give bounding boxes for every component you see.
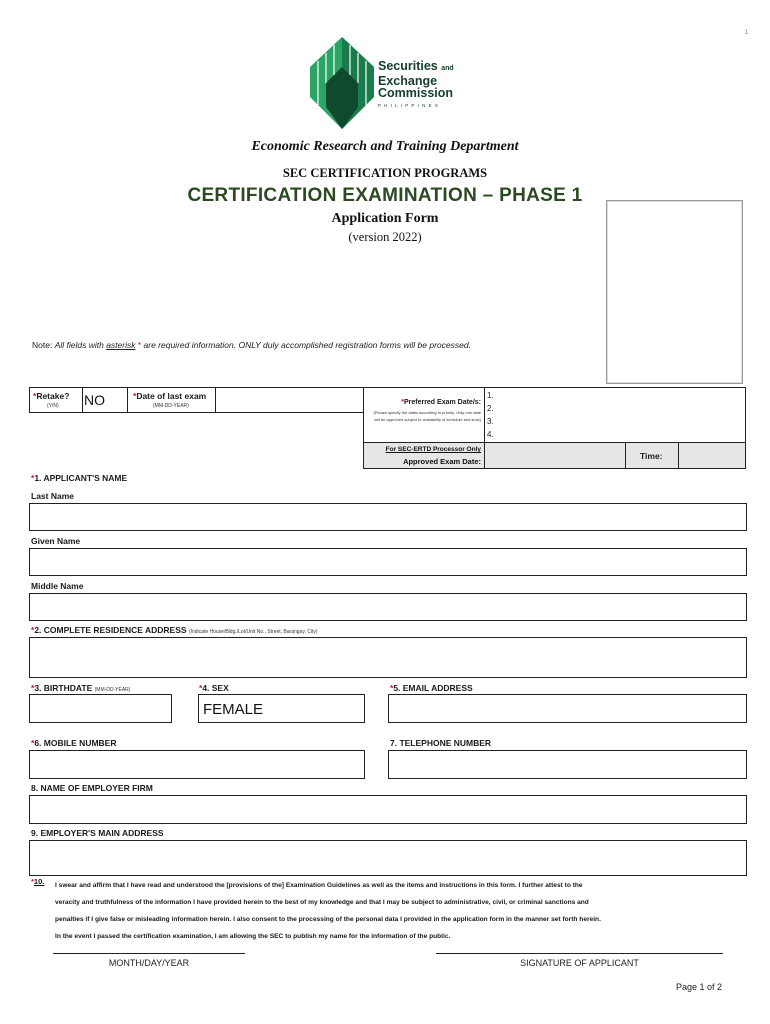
retake-label: Retake?	[36, 391, 70, 401]
department-title: Economic Research and Training Department	[251, 139, 519, 154]
middle-name-field[interactable]	[29, 593, 747, 621]
date-label: MONTH/DAY/YEAR	[108, 958, 190, 968]
retake-star: *	[33, 391, 37, 401]
address-hint: (Indicate House/Bldg./Lot/Unit No., Street, Barangay, City)	[188, 629, 318, 635]
mobile-label: 6. MOBILE NUMBER	[34, 738, 117, 748]
sec-logo-mark	[310, 37, 374, 129]
logo-line1: Securities	[378, 59, 438, 73]
date-signature-line[interactable]	[53, 953, 245, 954]
form-version: (version 2022)	[348, 230, 422, 244]
oath-line-1: I swear and affirm that I have read and understood the [provisions of the] Examination Guidelines as well as the items and instructions in this form. I further attest to the	[55, 882, 583, 889]
oath-text	[55, 877, 601, 945]
employer-field[interactable]	[29, 795, 747, 824]
logo-line3: Commission	[378, 86, 454, 100]
logo-line1-suffix: and	[441, 65, 454, 72]
employer-label: 8. NAME OF EMPLOYER FIRM	[31, 783, 153, 793]
birthdate-field[interactable]	[29, 694, 172, 723]
preferred-option-4[interactable]: 4.	[487, 430, 494, 439]
programs-title: SEC CERTIFICATION PROGRAMS	[282, 166, 488, 180]
applicant-signature-line[interactable]	[436, 953, 723, 954]
time-field[interactable]	[678, 442, 746, 469]
oath-number	[31, 877, 44, 886]
sec-logo-text	[378, 60, 454, 112]
page-number: Page 1 of 2	[676, 982, 723, 992]
given-name-label: Given Name	[31, 536, 81, 546]
birthdate-label: 3. BIRTHDATE	[34, 683, 93, 693]
preferred-option-3[interactable]: 3.	[487, 417, 494, 426]
oath-line-2: veracity and truthfulness of the information I have provided herein to the best of my knowledge and that I may be subject to administrative, civil, or criminal sanctions and	[55, 899, 589, 906]
birthdate-star: *	[31, 683, 35, 693]
oath-star: *	[31, 877, 34, 886]
retake-field[interactable]: NO	[84, 392, 105, 408]
processor-title: For SEC-ERTD Processor Only	[385, 446, 481, 453]
middle-name-label: Middle Name	[31, 581, 84, 591]
time-label: Time:	[640, 451, 663, 461]
given-name-field[interactable]	[29, 548, 747, 576]
preferred-hint: (Please specify the dates according to priority. Only one date will be approved subject to availability of schedule and slots)	[373, 410, 481, 422]
note-italic1: All fields with	[54, 340, 107, 350]
time-label-box	[625, 442, 679, 469]
page-title: CERTIFICATION EXAMINATION – PHASE 1	[187, 185, 583, 206]
logo-line4: P H I L I P P I N E S	[378, 103, 439, 108]
last-exam-hint: (MM-DD-YEAR)	[153, 403, 189, 409]
address-label: 2. COMPLETE RESIDENCE ADDRESS	[34, 625, 187, 635]
last-exam-star: *	[133, 391, 137, 401]
note-italic2: are required information. ONLY duly accomplished registration forms will be processed.	[141, 340, 471, 350]
employer-address-label: 9. EMPLOYER'S MAIN ADDRESS	[31, 828, 164, 838]
processor-label-box	[363, 442, 485, 469]
telephone-label: 7. TELEPHONE NUMBER	[390, 738, 492, 748]
last-name-field[interactable]	[29, 503, 747, 531]
oath-line-4: In the event I passed the certification examination, I am allowing the SEC to publish my name for the information of the public.	[55, 933, 451, 940]
approved-exam-label: Approved Exam Date:	[403, 457, 481, 466]
sex-field[interactable]	[198, 694, 365, 723]
photo-box[interactable]	[606, 200, 743, 384]
mobile-field[interactable]	[29, 750, 365, 779]
preferred-dates-label-box	[363, 387, 485, 443]
sex-label: 4. SEX	[202, 683, 229, 693]
note-asterisk-word: asterisk	[106, 340, 136, 350]
oath-number-text: 10.	[33, 877, 45, 886]
note-prefix: Note:	[32, 340, 55, 350]
corner-mark: 1	[745, 30, 749, 36]
email-field[interactable]	[388, 694, 747, 723]
sex-star: *	[199, 683, 203, 693]
last-name-label: Last Name	[31, 491, 74, 501]
mobile-star: *	[31, 738, 35, 748]
last-exam-label: Date of last exam	[136, 391, 207, 401]
employer-address-field[interactable]	[29, 840, 747, 876]
signature-label: SIGNATURE OF APPLICANT	[520, 958, 639, 968]
preferred-option-1[interactable]: 1.	[487, 391, 494, 400]
sex-value: FEMALE	[203, 701, 264, 718]
address-field[interactable]	[29, 637, 747, 678]
preferred-option-2[interactable]: 2.	[487, 404, 494, 413]
note-text	[32, 340, 471, 350]
birthdate-hint: (MM-DD-YEAR)	[94, 687, 131, 693]
last-exam-field[interactable]	[217, 389, 367, 411]
retake-group	[29, 387, 368, 413]
telephone-field[interactable]	[388, 750, 747, 779]
email-label: 5. EMAIL ADDRESS	[393, 683, 473, 693]
applicant-section-label: 1. APPLICANT'S NAME	[34, 473, 128, 483]
retake-hint: (Y/N)	[47, 403, 59, 409]
email-star: *	[390, 683, 394, 693]
preferred-dates-list	[484, 387, 746, 443]
form-subtitle: Application Form	[331, 211, 439, 226]
note-asterisk: *	[135, 340, 142, 350]
approved-exam-field[interactable]	[484, 442, 626, 469]
logo-line2: Exchange	[378, 74, 438, 88]
address-star: *	[31, 625, 35, 635]
preferred-star: *	[401, 399, 404, 406]
oath-line-3: penalties if I give false or misleading information herein. I also consent to the processing of the personal data I provided in the application form in the manner set forth herein.	[55, 916, 601, 923]
applicant-star: *	[31, 473, 35, 483]
preferred-label: Preferred Exam Date/s:	[403, 399, 481, 406]
